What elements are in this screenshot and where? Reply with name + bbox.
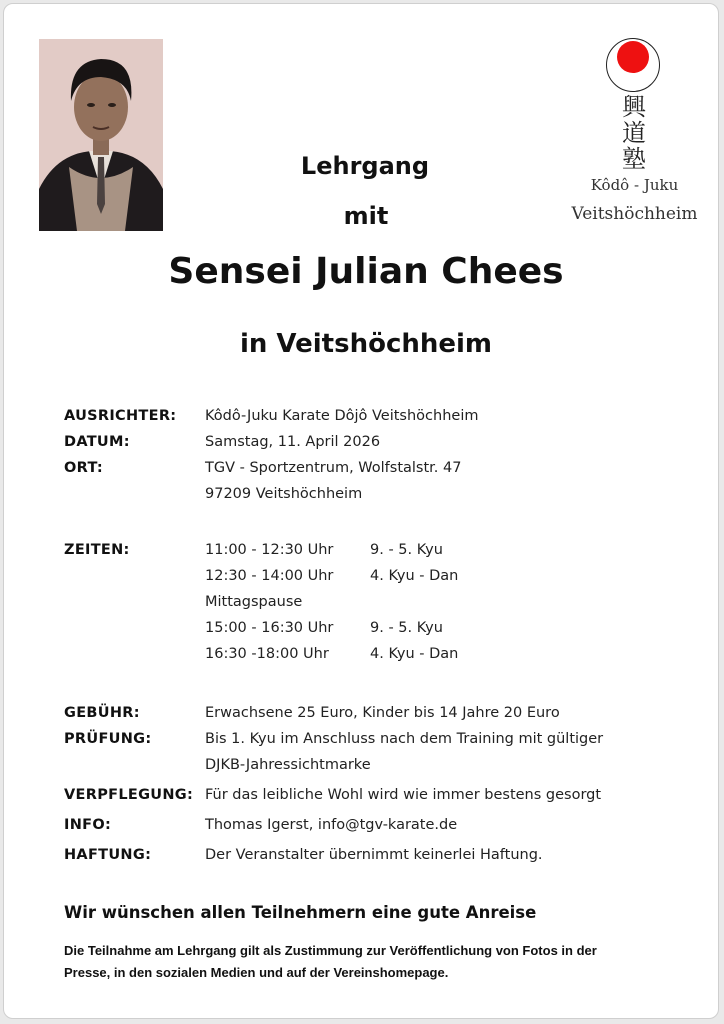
red-sun-icon: [617, 41, 649, 73]
title-mit: mit: [343, 202, 389, 230]
detail-label: INFO:: [64, 817, 112, 833]
title-lehrgang: Lehrgang: [300, 152, 430, 180]
title-location: in Veitshöchheim: [239, 329, 493, 359]
logo-circle: [606, 38, 660, 92]
detail-value: 97209 Veitshöchheim: [205, 486, 363, 502]
detail-row-zeiten: [64, 542, 684, 564]
detail-row-ausrichter: [64, 408, 684, 430]
schedule-time: Mittagspause: [205, 594, 303, 610]
detail-label: VERPFLEGUNG:: [64, 787, 194, 803]
detail-row-gebuehr: [64, 705, 684, 727]
detail-label: PRÜFUNG:: [64, 731, 152, 747]
detail-row-ort-2: [64, 486, 684, 508]
schedule-row: [64, 646, 684, 668]
schedule-time: 12:30 - 14:00 Uhr: [205, 568, 334, 584]
detail-value: Für das leibliche Wohl wird wie immer bestens gesorgt: [205, 787, 602, 803]
schedule-group: 4. Kyu - Dan: [370, 568, 459, 584]
closing-wish: Wir wünschen allen Teilnehmern eine gute Anreise: [64, 903, 537, 922]
detail-label: GEBÜHR:: [64, 705, 140, 721]
schedule-group: 9. - 5. Kyu: [370, 542, 443, 558]
schedule-row: [64, 568, 684, 590]
schedule-row: [64, 620, 684, 642]
detail-row-datum: [64, 434, 684, 456]
title-sensei: Sensei Julian Chees: [168, 251, 564, 292]
logo-club-name: Kôdô - Juku: [590, 176, 679, 194]
flyer-page: [3, 3, 719, 1019]
note-line: Die Teilnahme am Lehrgang gilt als Zustimmung zur Veröffentlichung von Fotos in der: [64, 943, 597, 958]
schedule-time: 11:00 - 12:30 Uhr: [205, 542, 334, 558]
note-line: Presse, in den sozialen Medien und auf der Vereinshomepage.: [64, 965, 449, 980]
detail-row-pruefung: [64, 731, 684, 753]
detail-value: TGV - Sportzentrum, Wolfstalstr. 47: [205, 460, 462, 476]
detail-label: ZEITEN:: [64, 542, 130, 558]
schedule-time: 15:00 - 16:30 Uhr: [205, 620, 334, 636]
detail-row-ort: [64, 460, 684, 482]
club-logo: [562, 34, 707, 229]
logo-club-place: Veitshöchheim: [571, 204, 698, 224]
detail-label: HAFTUNG:: [64, 847, 152, 863]
schedule-time: 16:30 -18:00 Uhr: [205, 646, 329, 662]
logo-kanji-char: 興: [622, 93, 646, 121]
detail-label: DATUM:: [64, 434, 130, 450]
detail-value: Bis 1. Kyu im Anschluss nach dem Training mit gültiger: [205, 731, 604, 747]
schedule-group: 9. - 5. Kyu: [370, 620, 443, 636]
detail-row-haftung: [64, 847, 684, 869]
photo-consent-note: [64, 940, 684, 984]
detail-value: DJKB-Jahressichtmarke: [205, 757, 371, 773]
detail-row-pruefung-2: [64, 757, 684, 779]
detail-value: Samstag, 11. April 2026: [205, 434, 381, 450]
contact-value: Thomas Igerst, info@tgv-karate.de: [205, 817, 458, 833]
detail-row-verpflegung: [64, 787, 684, 809]
detail-value: Erwachsene 25 Euro, Kinder bis 14 Jahre 20 Euro: [205, 705, 560, 721]
detail-value: Der Veranstalter übernimmt keinerlei Haftung.: [205, 847, 543, 863]
detail-label: ORT:: [64, 460, 103, 476]
detail-row-info: [64, 817, 684, 839]
logo-kanji-char: 道: [622, 119, 646, 147]
detail-value: Kôdô-Juku Karate Dôjô Veitshöchheim: [205, 408, 479, 424]
logo-kanji-char: 塾: [622, 145, 646, 173]
detail-label: AUSRICHTER:: [64, 408, 177, 424]
schedule-group: 4. Kyu - Dan: [370, 646, 459, 662]
schedule-row: [64, 594, 684, 616]
